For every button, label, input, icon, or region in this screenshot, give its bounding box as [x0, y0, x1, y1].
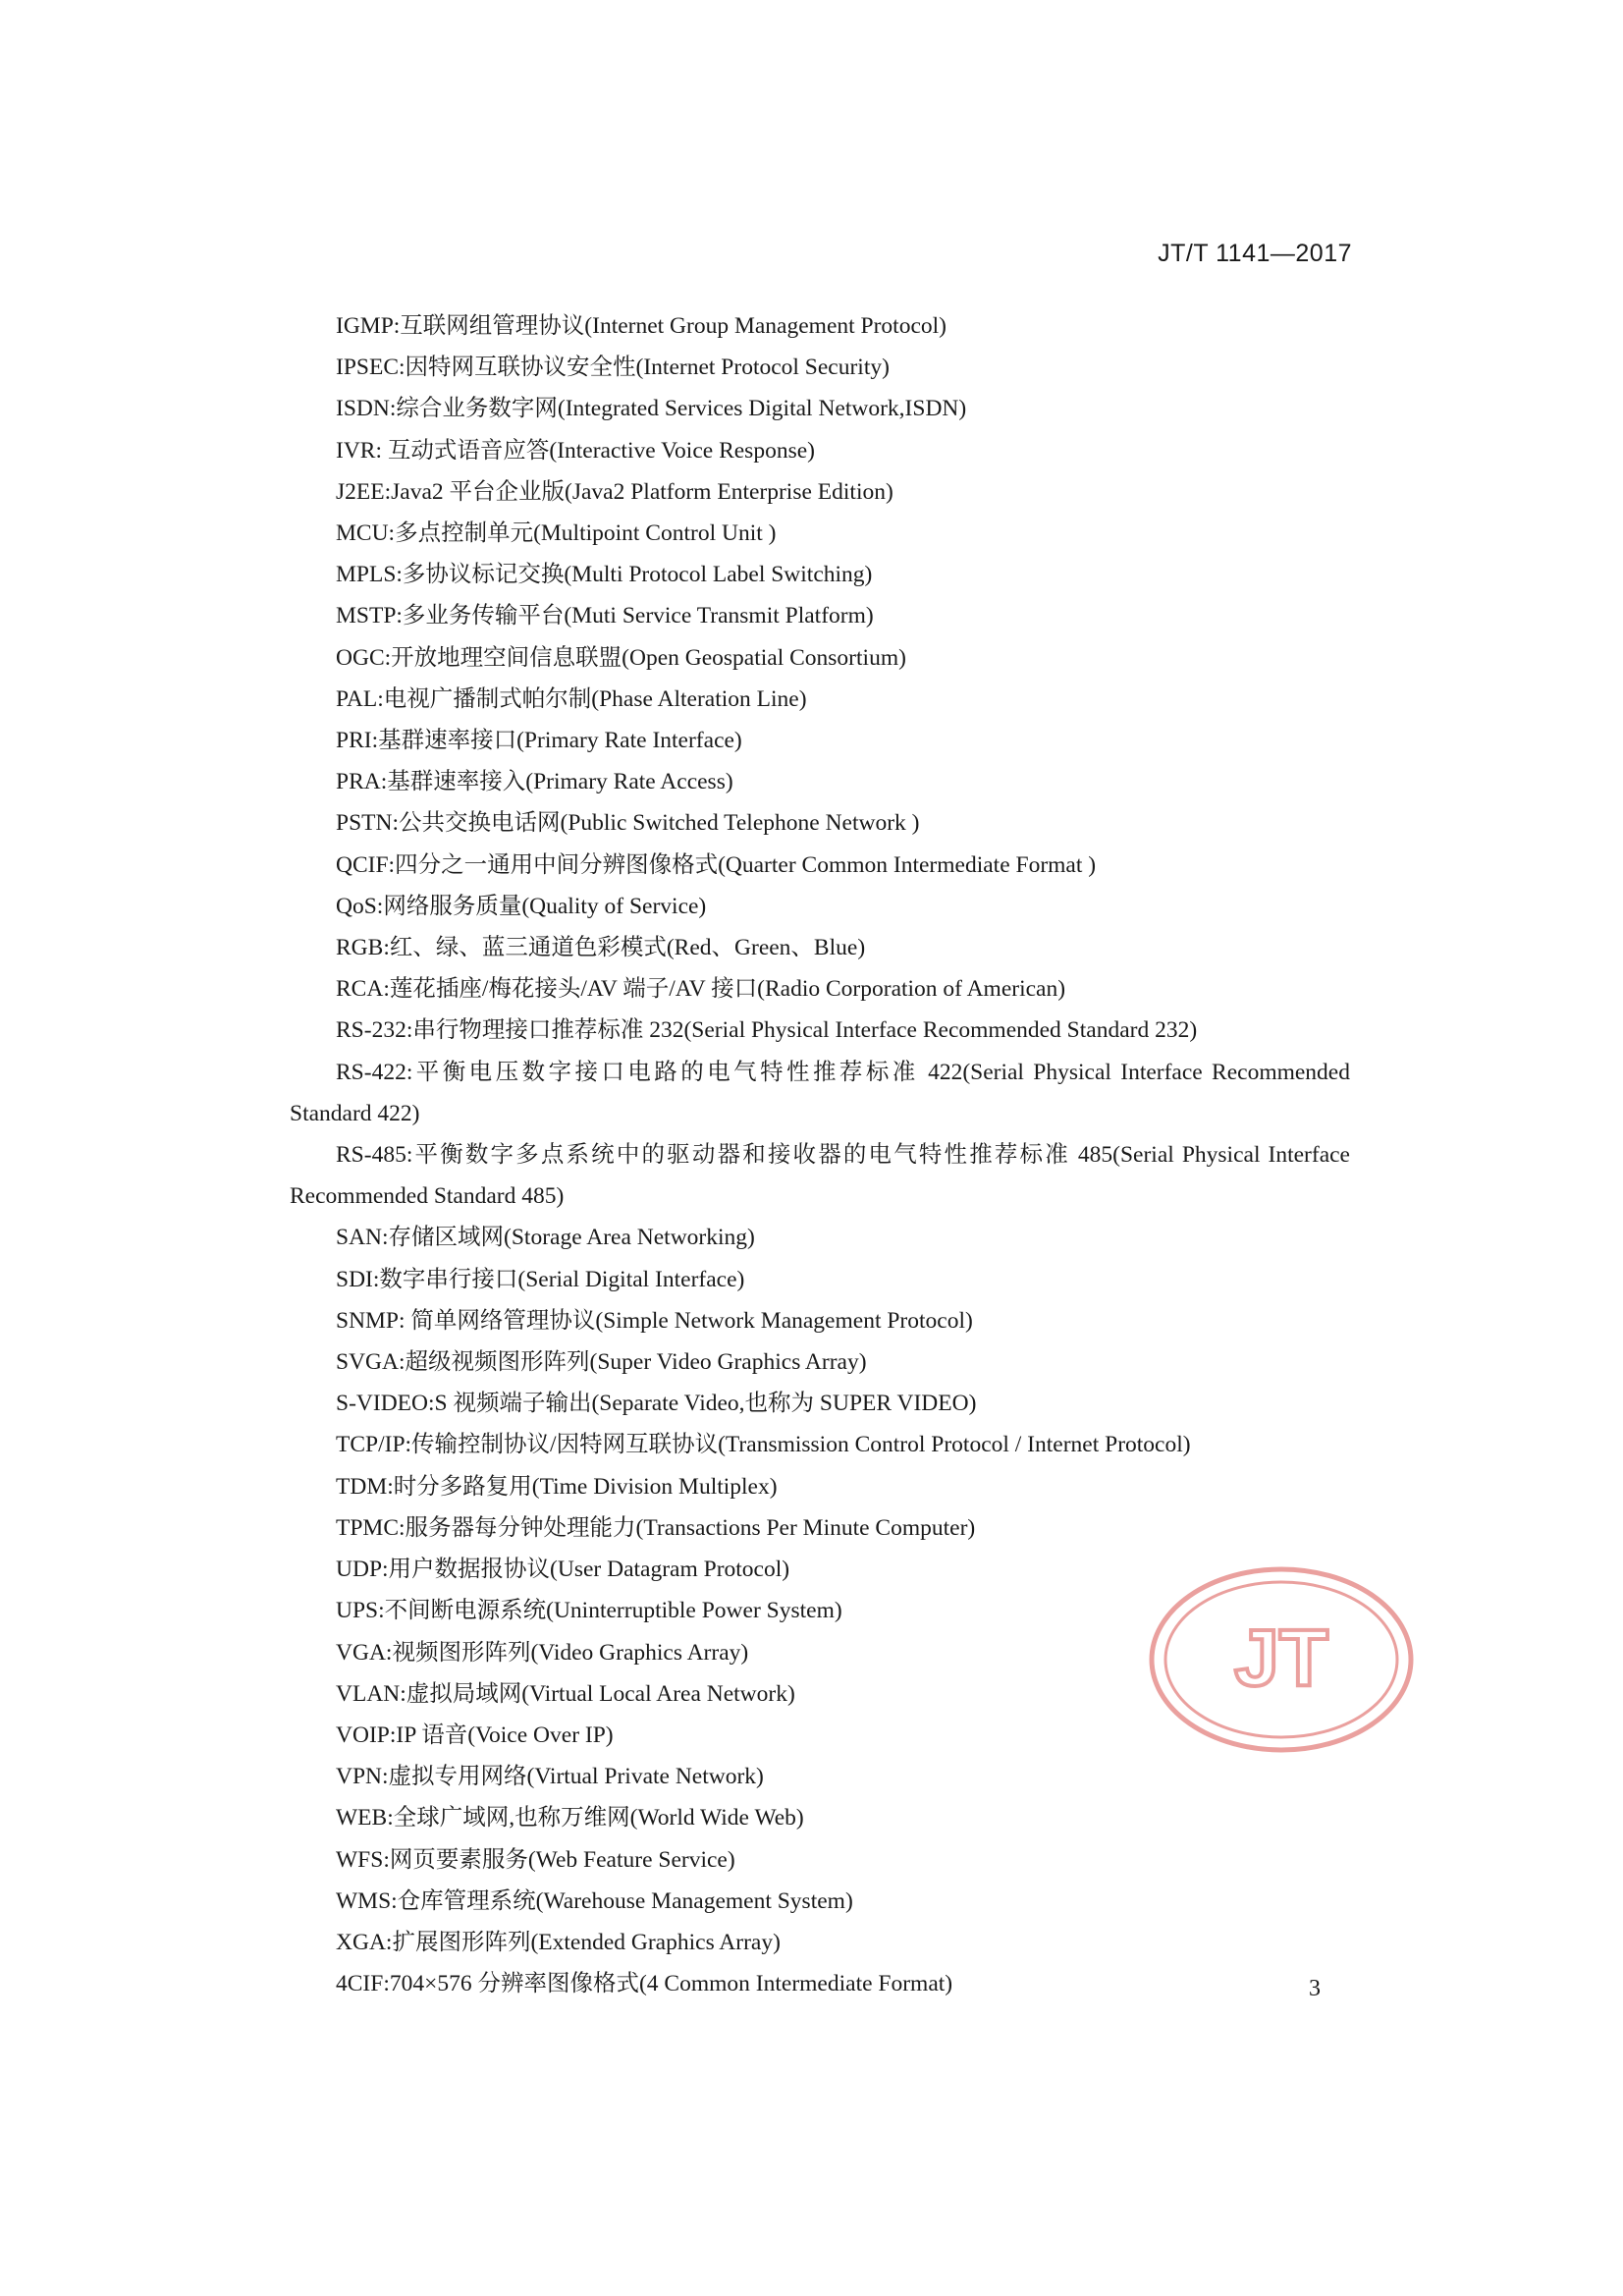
- jt-seal-watermark: [1144, 1561, 1419, 1758]
- abbreviation-entry: SVGA:超级视频图形阵列(Super Video Graphics Array): [336, 1349, 867, 1376]
- abbreviation-entry: MSTP:多业务传输平台(Muti Service Transmit Platform): [336, 603, 874, 629]
- abbreviation-entry: SNMP: 简单网络管理协议(Simple Network Management Protocol): [336, 1307, 973, 1334]
- abbreviation-entry: WFS:网页要素服务(Web Feature Service): [336, 1846, 735, 1873]
- abbreviation-entry: IGMP:互联网组管理协议(Internet Group Management Protocol): [336, 313, 947, 339]
- abbreviation-entry: SAN:存储区域网(Storage Area Networking): [336, 1225, 755, 1251]
- abbreviation-entry: QCIF:四分之一通用中间分辨图像格式(Quarter Common Intermediate Format ): [336, 851, 1097, 878]
- abbreviation-entry: VOIP:IP 语音(Voice Over IP): [336, 1722, 614, 1748]
- abbreviation-entry: J2EE:Java2 平台企业版(Java2 Platform Enterprise Edition): [336, 478, 893, 505]
- abbreviation-entry: PAL:电视广播制式帕尔制(Phase Alteration Line): [336, 685, 807, 712]
- abbreviation-entry: QoS:网络服务质量(Quality of Service): [336, 893, 707, 919]
- abbreviation-entry: 4CIF:704×576 分辨率图像格式(4 Common Intermediate Format): [336, 1971, 953, 1997]
- document-code: JT/T 1141—2017: [1158, 240, 1352, 267]
- abbreviation-entry: RGB:红、绿、蓝三通道色彩模式(Red、Green、Blue): [336, 935, 866, 961]
- abbreviation-entry: TPMC:服务器每分钟处理能力(Transactions Per Minute Computer): [336, 1514, 976, 1541]
- abbreviation-entry: MPLS:多协议标记交换(Multi Protocol Label Switching): [336, 562, 873, 588]
- abbreviation-entry: VLAN:虚拟局域网(Virtual Local Area Network): [336, 1680, 795, 1707]
- abbreviation-entry: XGA:扩展图形阵列(Extended Graphics Array): [336, 1929, 781, 1955]
- abbreviation-entry: ISDN:综合业务数字网(Integrated Services Digital Network,ISDN): [336, 396, 967, 422]
- abbreviation-entry: S-VIDEO:S 视频端子输出(Separate Video,也称为 SUPER VIDEO): [336, 1391, 977, 1417]
- abbreviation-entry: RS-232:串行物理接口推荐标准 232(Serial Physical Interface Recommended Standard 232): [336, 1017, 1198, 1044]
- page-number: 3: [1309, 1976, 1321, 2001]
- abbreviation-entry: IVR: 互动式语音应答(Interactive Voice Response): [336, 437, 815, 464]
- abbreviation-entry: VPN:虚拟专用网络(Virtual Private Network): [336, 1764, 764, 1790]
- abbreviation-entry: SDI:数字串行接口(Serial Digital Interface): [336, 1266, 745, 1292]
- abbreviation-entry: WEB:全球广域网,也称万维网(World Wide Web): [336, 1805, 804, 1831]
- abbreviation-entry: PSTN:公共交换电话网(Public Switched Telephone Network ): [336, 810, 920, 837]
- abbreviation-entry: OGC:开放地理空间信息联盟(Open Geospatial Consortium): [336, 644, 906, 671]
- abbreviation-entry: PRA:基群速率接入(Primary Rate Access): [336, 769, 733, 795]
- abbreviation-entry: RS-485:平衡数字多点系统中的驱动器和接收器的电气特性推荐标准 485(Serial Physical Interface Recommended Standard 485): [290, 1142, 1350, 1210]
- abbreviation-entry: TDM:时分多路复用(Time Division Multiplex): [336, 1473, 778, 1500]
- abbreviation-entry: UPS:不间断电源系统(Uninterruptible Power System): [336, 1598, 842, 1624]
- abbreviation-entry: VGA:视频图形阵列(Video Graphics Array): [336, 1639, 749, 1666]
- abbreviation-entry: UDP:用户数据报协议(User Datagram Protocol): [336, 1557, 790, 1583]
- abbreviation-entry: WMS:仓库管理系统(Warehouse Management System): [336, 1887, 853, 1914]
- abbreviation-entry: RCA:莲花插座/梅花接头/AV 端子/AV 接口(Radio Corporation of American): [336, 976, 1066, 1003]
- abbreviation-entry: TCP/IP:传输控制协议/因特网互联协议(Transmission Control Protocol / Internet Protocol): [336, 1432, 1191, 1458]
- abbreviation-entry: PRI:基群速率接口(Primary Rate Interface): [336, 728, 742, 754]
- abbreviation-entry: RS-422:平衡电压数字接口电路的电气特性推荐标准 422(Serial Physical Interface Recommended Standard 422): [290, 1059, 1350, 1126]
- abbreviation-entry: MCU:多点控制单元(Multipoint Control Unit ): [336, 520, 777, 547]
- seal-lettering: JT: [1234, 1613, 1328, 1703]
- abbreviation-entry: IPSEC:因特网互联协议安全性(Internet Protocol Security): [336, 355, 890, 381]
